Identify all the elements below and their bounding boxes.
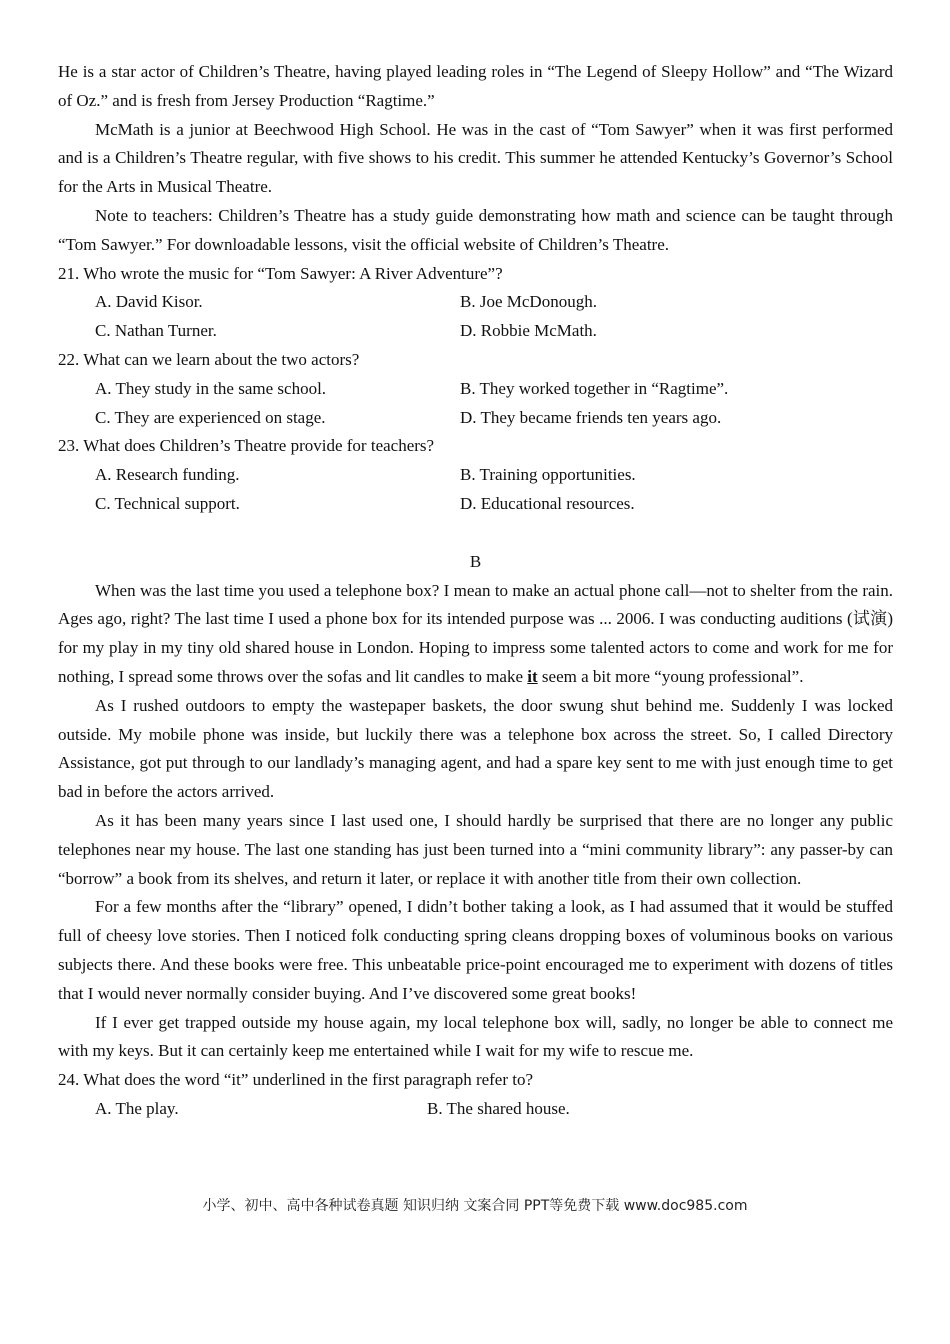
passage-a-paragraph-1: He is a star actor of Children’s Theatre, having played leading roles in “The Legend of Sleepy Hollow” and “The Wizard of Oz.” and is fresh from Jersey Production “Ragtime.”	[58, 62, 893, 110]
passage-b-paragraph-1	[58, 577, 893, 692]
passage-a-paragraph-3: Note to teachers: Children’s Theatre has a study guide demonstrating how math and science can be taught through “Tom Sawyer.” For downloadable lessons, visit the official website of Children’s Theatre.	[58, 205, 893, 254]
passage-b-p1-text-after: seem a bit more “young professional”.	[537, 666, 804, 686]
option-row	[58, 375, 893, 404]
option-row	[58, 490, 893, 519]
option-c: C. Nathan Turner.	[95, 321, 217, 341]
question-24	[58, 1066, 893, 1124]
document-page	[58, 58, 893, 1124]
passage-a-paragraph-2: McMath is a junior at Beechwood High School. He was in the cast of “Tom Sawyer” when it was first performed and is a Children’s Theatre regular, with five shows to his credit. This summer he attended Kentucky’s Governor’s School for the Arts in Musical Theatre.	[58, 119, 893, 197]
option-b: B. Joe McDonough.	[460, 292, 597, 312]
question-23	[58, 432, 893, 518]
question-stem: 24. What does the word “it” underlined in the first paragraph refer to?	[58, 1070, 534, 1090]
option-d: D. Educational resources.	[460, 493, 635, 513]
option-row	[58, 461, 893, 490]
option-row	[58, 288, 893, 317]
option-row	[58, 404, 893, 433]
passage-b-p1-text-before: When was the last time you used a telephone box? I mean to make an actual phone call—not to shelter from the rain. Ages ago, right? The last time I used a phone box for its intended purpose was ... 2006. I was conducting auditions (试演) for my play in my tiny old shared house in London. Hoping to impress some talented actors to come and work for me for nothing, I spread some throws over the sofas and lit candles to make	[58, 580, 893, 686]
section-b-title: B	[469, 551, 482, 571]
option-a: A. Research funding.	[95, 465, 240, 485]
option-a: A. The play.	[95, 1098, 179, 1118]
passage-b-paragraph-2: As I rushed outdoors to empty the wastepaper baskets, the door swung shut behind me. Suddenly I was locked outside. My mobile phone was inside, but luckily there was a telephone box across the street. So, I called Directory Assistance, got put through to our landlady’s managing agent, and had a spare key sent to me with just enough time to get bad in before the actors arrived.	[58, 695, 893, 802]
option-a: A. David Kisor.	[95, 292, 203, 312]
option-b: B. They worked together in “Ragtime”.	[460, 378, 729, 398]
option-row	[58, 317, 893, 346]
option-c: C. Technical support.	[95, 493, 240, 513]
question-22	[58, 346, 893, 432]
page-footer: 小学、初中、高中各种试卷真题 知识归纳 文案合同 PPT等免费下载 www.doc985.com	[202, 1198, 748, 1214]
question-stem: 21. Who wrote the music for “Tom Sawyer: A River Adventure”?	[58, 263, 503, 283]
option-d: D. They became friends ten years ago.	[460, 407, 722, 427]
option-d: D. Robbie McMath.	[460, 321, 597, 341]
underlined-word-it: it	[527, 666, 538, 686]
option-a: A. They study in the same school.	[95, 378, 327, 398]
option-b: B. The shared house.	[427, 1098, 570, 1118]
question-stem: 23. What does Children’s Theatre provide for teachers?	[58, 436, 435, 456]
passage-b-paragraph-4: For a few months after the “library” opened, I didn’t bother taking a look, as I had assumed that it would be stuffed full of cheesy love stories. Then I noticed folk conducting spring cleans dropping boxes of voluminous books on various subjects there. And these books were free. This unbeatable price-point encouraged me to experiment with dozens of titles that I would never normally consider buying. And I’ve discovered some great books!	[58, 897, 893, 1003]
passage-b-paragraph-3: As it has been many years since I last used one, I should hardly be surprised that there are no longer any public telephones near my house. The last one standing has just been turned into a “mini community library”: any passer-by can “borrow” a book from its shelves, and return it later, or replace it with another title from their own collection.	[58, 810, 893, 888]
question-stem: 22. What can we learn about the two actors?	[58, 349, 360, 369]
passage-b-paragraph-5: If I ever get trapped outside my house again, my local telephone box will, sadly, no longer be able to connect me with my keys. But it can certainly keep me entertained while I wait for my wife to rescue me.	[58, 1012, 893, 1061]
option-c: C. They are experienced on stage.	[95, 407, 326, 427]
question-21	[58, 260, 893, 346]
option-b: B. Training opportunities.	[460, 465, 636, 485]
option-row	[58, 1095, 893, 1124]
